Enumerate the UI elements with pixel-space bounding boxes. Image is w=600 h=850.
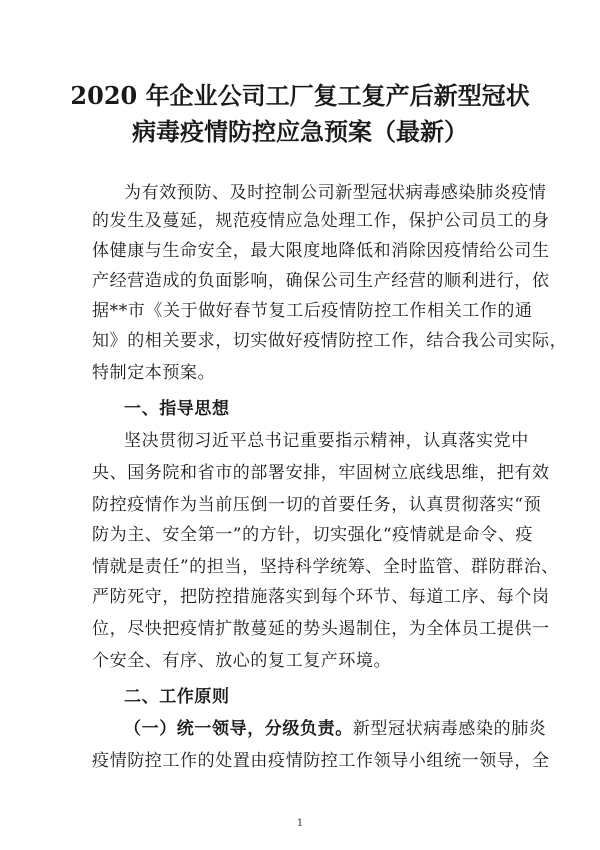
document-title-line-2: 病毒疫情防控应急预案（最新） [132,117,468,146]
intro-line-3: 体健康与生命安全，最大限度地降低和消除因疫情给公司生 [92,241,550,261]
section1-line-1: 坚决贯彻习近平总书记重要指示精神，认真落实党中 [124,431,529,451]
intro-line-6: 知》的相关要求，切实做好疫情防控工作，结合我公司实际， [92,331,568,351]
section-heading-guiding-ideology: 一、指导思想 [124,399,230,419]
section1-line-6: 严防死守，把防控措施落实到每个环节、每道工序、每个岗 [92,587,550,607]
section1-line-2: 央、国务院和省市的部署安排，牢固树立底线思维，把有效 [92,463,550,483]
intro-line-5: 据**市《关于做好春节复工后疫情防控工作相关工作的通 [92,301,533,321]
section-heading-work-principles: 二、工作原则 [124,687,230,707]
section1-line-8: 个安全、有序、放心的复工复产环境。 [92,651,392,671]
intro-line-2: 的发生及蔓延，规范疫情应急处理工作，保护公司员工的身 [92,211,550,231]
section1-line-4: 防为主、安全第一”的方针，切实强化“疫情就是命令、疫 [92,525,533,545]
document-title-line-1: 2020 年企业公司工厂复工复产后新型冠状 [70,81,530,110]
intro-line-4: 产经营造成的负面影响，确保公司生产经营的顺利进行，依 [92,271,550,291]
principle-1-label: （一）统一领导，分级负责。 [124,719,353,739]
intro-line-7: 特制定本预案。 [92,363,216,383]
intro-line-1: 为有效预防、及时控制公司新型冠状病毒感染肺炎疫情 [124,183,547,203]
section2-line-2: 疫情防控工作的处置由疫情防控工作领导小组统一领导，全 [92,751,550,771]
principle-1-text: 新型冠状病毒感染的肺炎 [352,719,547,739]
section1-line-5: 情就是责任”的担当，坚持科学统筹、全时监管、群防群治、 [92,557,559,577]
section1-line-3: 防控疫情作为当前压倒一切的首要任务，认真贯彻落实“预 [92,495,542,515]
principle-1-line [124,714,547,739]
page-number: 1 [296,818,304,829]
section1-line-7: 位，尽快把疫情扩散蔓延的势头遏制住，为全体员工提供一 [92,619,550,639]
